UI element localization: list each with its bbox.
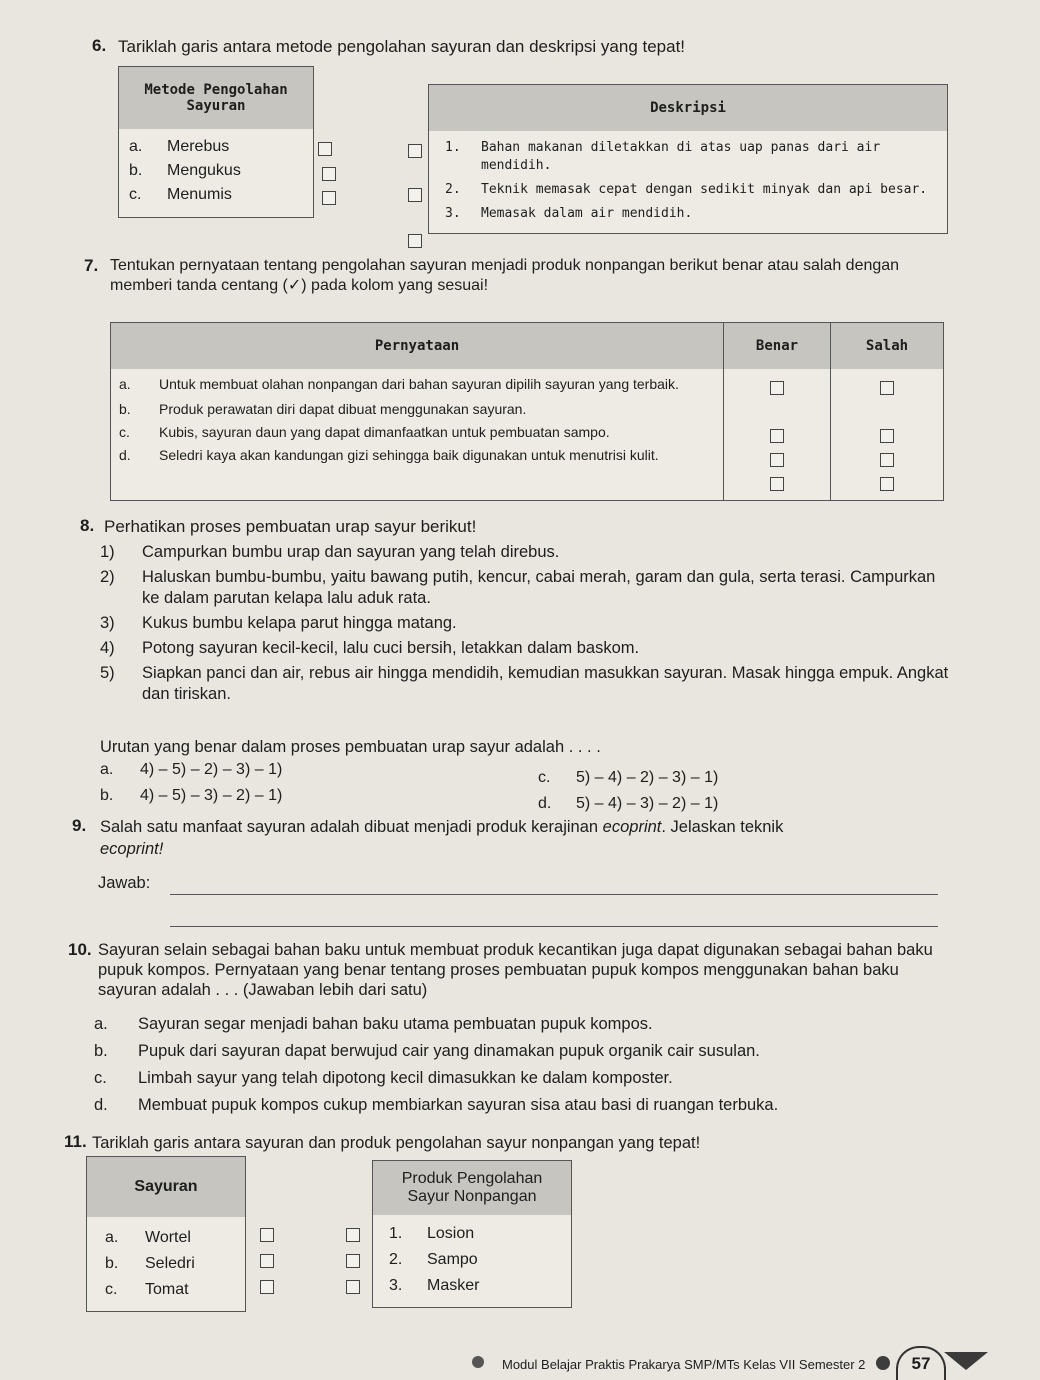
q8-step-2: 2) Haluskan bumbu-bumbu, yaitu bawang putih, kencur, cabai merah, garam dan gula, serta terasi. Campurkan ke dalam parutan kelapa lalu aduk rata. xyxy=(100,568,936,607)
q11-right-connector-1[interactable] xyxy=(346,1228,360,1242)
q10-number: 10. xyxy=(68,940,92,959)
q10-text: Sayuran selain sebagai bahan baku untuk membuat produk kecantikan juga dapat digunakan sebagai bahan baku pupuk kompos. Pernyataan yang benar tentang proses pembuatan pupuk kompos menggunakan bahan baku sayuran adalah . . . (Jawaban lebih dari satu) xyxy=(98,941,933,999)
q11-right-table xyxy=(372,1160,572,1308)
q6-left-item-b: b. Mengukus xyxy=(129,162,241,179)
q8-step-4: 4) Potong sayuran kecil-kecil, lalu cuci bersih, letakkan dalam baskom. xyxy=(100,639,640,657)
q7-header-true: Benar xyxy=(724,323,831,369)
footer-dot-icon xyxy=(876,1356,890,1370)
q7-text: Tentukan pernyataan tentang pengolahan sayuran menjadi produk nonpangan berikut benar atau salah dengan memberi tanda centang (✓) pada kolom yang sesuai! xyxy=(110,257,900,294)
q6-right-item-3: 3. Memasak dalam air mendidih. xyxy=(445,206,693,221)
q7-check-true-d[interactable] xyxy=(770,453,784,467)
q6-left-connector-c[interactable] xyxy=(322,191,336,205)
q6-number: 6. xyxy=(92,36,107,55)
q8-option-c[interactable]: c. 5) – 4) – 2) – 3) – 1) xyxy=(538,769,719,786)
q11-right-connector-2[interactable] xyxy=(346,1254,360,1268)
q8-step-1: 1) Campurkan bumbu urap dan sayuran yang telah direbus. xyxy=(100,543,560,561)
q6-left-connector-b[interactable] xyxy=(322,167,336,181)
q8-step-5: 5) Siapkan panci dan air, rebus air hingga mendidih, kemudian masukkan sayuran. Masak hingga empuk. Angkat dan tiriskan. xyxy=(100,664,949,703)
q7-check-false-d[interactable] xyxy=(880,453,894,467)
q8-step-3: 3) Kukus bumbu kelapa parut hingga matang. xyxy=(100,614,457,632)
q11-left-item-a: a. Wortel xyxy=(105,1229,191,1246)
q7-check-false-c[interactable] xyxy=(880,429,894,443)
q10-option-a[interactable]: a. Sayuran segar menjadi bahan baku utama pembuatan pupuk kompos. xyxy=(94,1015,653,1033)
q7-row-a: a. Untuk membuat olahan nonpangan dari bahan sayuran dipilih sayuran yang terbaik. xyxy=(119,375,679,392)
q6-right-item-2: 2. Teknik memasak cepat dengan sedikit minyak dan api besar. xyxy=(445,182,928,197)
q10-options xyxy=(94,1014,944,1116)
q6-right-header: Deskripsi xyxy=(429,85,948,132)
q6-left-connector-a[interactable] xyxy=(318,142,332,156)
q11-left-item-c: c. Tomat xyxy=(105,1281,189,1298)
q9-number: 9. xyxy=(72,816,87,835)
q6-text: Tariklah garis antara metode pengolahan sayuran dan deskripsi yang tepat! xyxy=(118,37,686,56)
q7-number: 7. xyxy=(84,256,99,275)
q11-right-item-3: 3. Masker xyxy=(389,1277,480,1294)
q7-row-b: b. Produk perawatan diri dapat dibuat menggunakan sayuran. xyxy=(119,400,527,417)
q7-check-true-a[interactable] xyxy=(770,381,784,395)
q8-option-a[interactable]: a. 4) – 5) – 2) – 3) – 1) xyxy=(100,761,283,778)
q11-right-connector-3[interactable] xyxy=(346,1280,360,1294)
q7-header-statement: Pernyataan xyxy=(111,323,724,369)
q11-number: 11. xyxy=(64,1132,87,1151)
q11-left-table xyxy=(86,1156,246,1312)
footer-text: Modul Belajar Praktis Prakarya SMP/MTs Kelas VII Semester 2 xyxy=(502,1357,866,1372)
q9-answer-label: Jawab: xyxy=(98,874,151,892)
q11-right-header: Produk Pengolahan Sayur Nonpangan xyxy=(373,1161,572,1216)
q7-check-true-e[interactable] xyxy=(770,477,784,491)
q11-text: Tariklah garis antara sayuran dan produk pengolahan sayur nonpangan yang tepat! xyxy=(92,1134,701,1152)
q11-right-item-1: 1. Losion xyxy=(389,1225,475,1242)
q8-question: Urutan yang benar dalam proses pembuatan urap sayur adalah . . . . xyxy=(100,738,601,756)
page-number: 57 xyxy=(896,1346,946,1380)
q7-check-false-a[interactable] xyxy=(880,381,894,395)
q9-answer-line-1[interactable] xyxy=(170,894,938,895)
q10-option-d[interactable]: d. Membuat pupuk kompos cukup membiarkan sayuran sisa atau basi di ruangan terbuka. xyxy=(94,1096,779,1114)
q10-option-c[interactable]: c. Limbah sayur yang telah dipotong kecil dimasukkan ke dalam komposter. xyxy=(94,1069,673,1087)
q9-text: Salah satu manfaat sayuran adalah dibuat menjadi produk kerajinan ecoprint. Jelaskan teknik xyxy=(100,818,784,836)
q8-option-b[interactable]: b. 4) – 5) – 3) – 2) – 1) xyxy=(100,787,283,804)
q6-left-item-c: c. Menumis xyxy=(129,186,232,203)
footer-bullet-icon xyxy=(472,1356,484,1368)
q6-left-item-a: a. Merebus xyxy=(129,138,230,155)
q11-left-header: Sayuran xyxy=(87,1157,246,1218)
q8-option-d[interactable]: d. 5) – 4) – 3) – 2) – 1) xyxy=(538,795,719,812)
q8-number: 8. xyxy=(80,516,95,535)
q6-right-connector-1[interactable] xyxy=(408,144,422,158)
q9-answer-line-2[interactable] xyxy=(170,926,938,927)
q11-left-item-b: b. Seledri xyxy=(105,1255,195,1272)
q6-right-item-1: 1. Bahan makanan diletakkan di atas uap panas dari air mendidih. xyxy=(445,140,881,173)
q8-text: Perhatikan proses pembuatan urap sayur berikut! xyxy=(104,517,477,536)
q6-left-header: Metode Pengolahan Sayuran xyxy=(119,67,314,130)
q8-steps xyxy=(100,542,950,705)
q7-table xyxy=(110,322,944,501)
q6-right-connector-3[interactable] xyxy=(408,234,422,248)
q7-row-d: d. Seledri kaya akan kandungan gizi sehingga baik digunakan untuk menutrisi kulit. xyxy=(119,446,659,463)
q7-header-false: Salah xyxy=(831,323,944,369)
q11-left-connector-b[interactable] xyxy=(260,1254,274,1268)
q6-left-table xyxy=(118,66,314,218)
q6-right-table xyxy=(428,84,948,234)
q6-right-connector-2[interactable] xyxy=(408,188,422,202)
q10-option-b[interactable]: b. Pupuk dari sayuran dapat berwujud cair yang dinamakan pupuk organik cair susulan. xyxy=(94,1042,760,1060)
q9-text-line2: ecoprint! xyxy=(100,840,164,858)
q7-row-c: c. Kubis, sayuran daun yang dapat dimanfaatkan untuk pembuatan sampo. xyxy=(119,423,610,440)
corner-decoration-icon xyxy=(944,1352,988,1370)
q7-check-false-e[interactable] xyxy=(880,477,894,491)
q11-right-item-2: 2. Sampo xyxy=(389,1251,478,1268)
q11-left-connector-c[interactable] xyxy=(260,1280,274,1294)
q7-check-true-c[interactable] xyxy=(770,429,784,443)
q11-left-connector-a[interactable] xyxy=(260,1228,274,1242)
